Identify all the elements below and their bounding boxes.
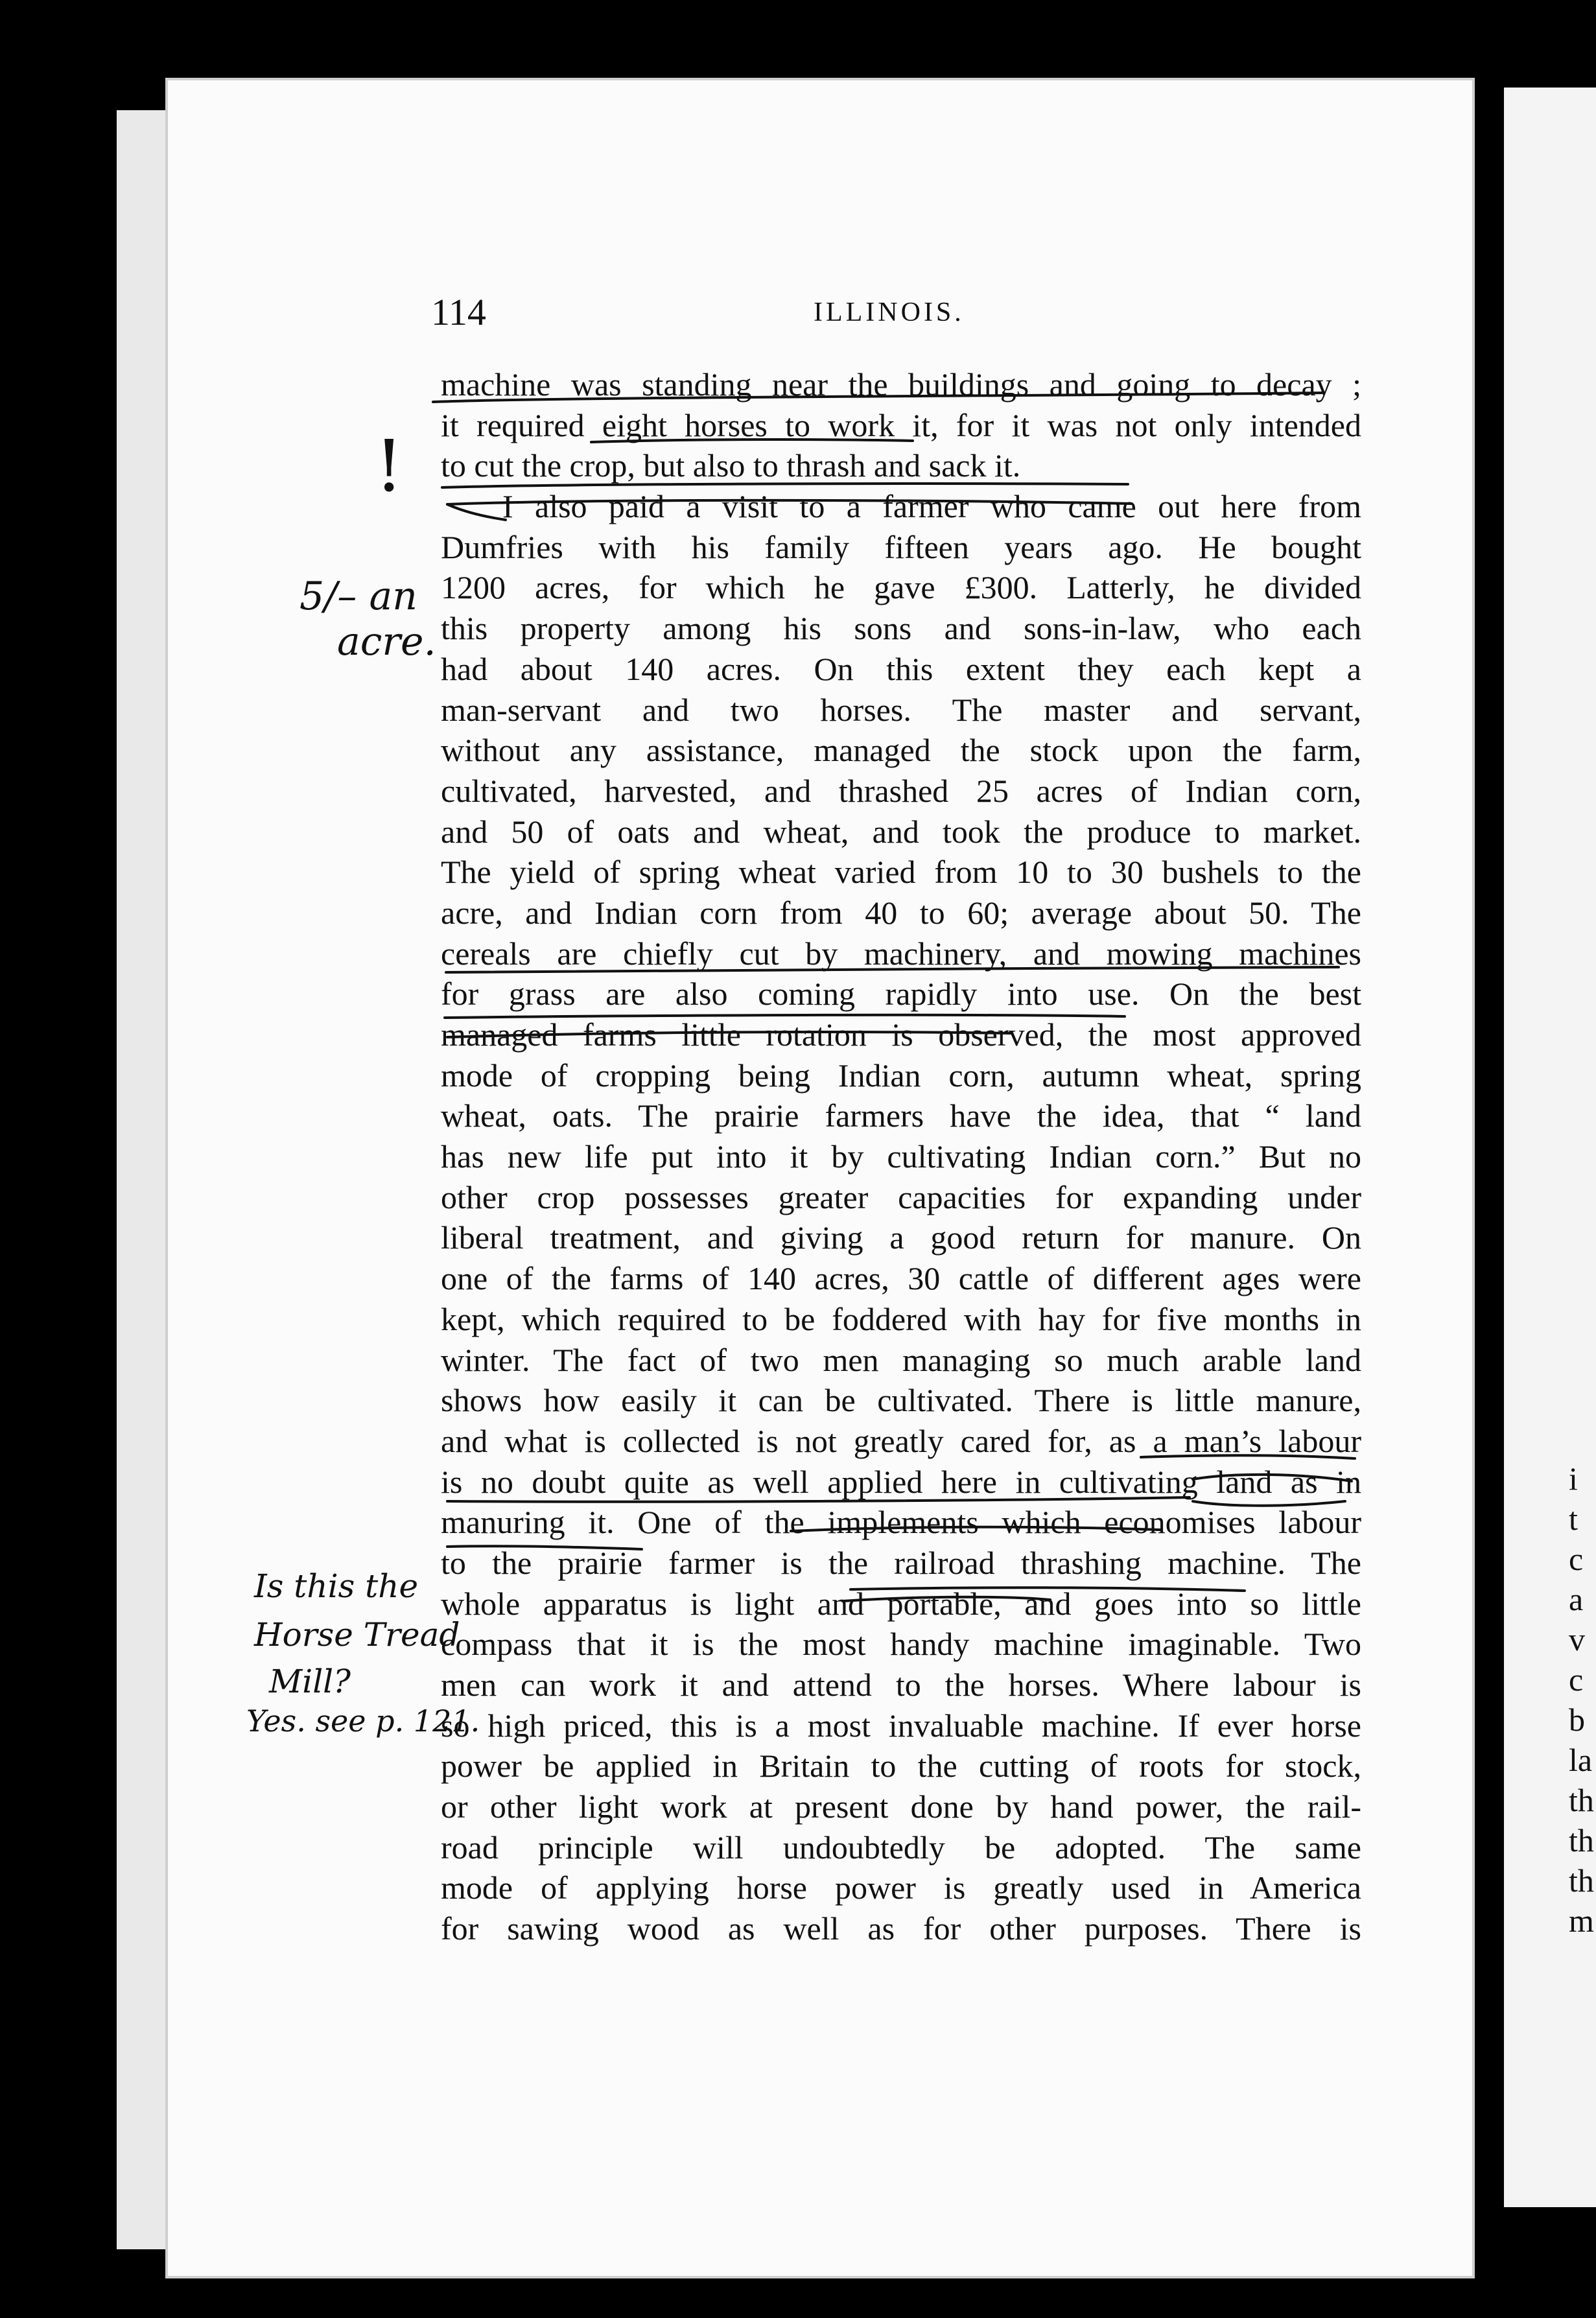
text-line: this property among his sons and sons-in-law, who each [441,610,1361,647]
underline-to-cut-crop [442,484,1128,487]
text-line: cultivated, harvested, and thrashed 25 acres of Indian corn, [441,772,1361,809]
box-land-as-in [1193,1475,1352,1481]
margin-note-price-2: acre. [337,619,436,664]
text-line: or other light work at present done by hand power, the rail- [441,1788,1361,1825]
text-line: liberal treatment, and giving a good return for manure. On [441,1219,1361,1256]
text-line: road principle will undoubtedly be adopted. The same [441,1829,1361,1866]
text-line: kept, which required to be foddered with hay for five months in [441,1300,1361,1337]
facing-page-fragment: a [1569,1581,1584,1617]
underline-for-grass [445,1015,1125,1018]
facing-page-fragment: v [1569,1621,1585,1657]
text-line: it required eight horses to work it, for it was not only intended [441,406,1361,443]
text-line: managed farms little rotation is observed, the most approved [441,1016,1361,1053]
text-line: men can work it and attend to the horses. Where labour is [441,1667,1361,1703]
underline-eight-horses [591,439,913,442]
margin-note-question-1: Is this the [254,1567,419,1605]
text-line: 1200 acres, for which he gave £300. Latterly, he divided [441,569,1361,606]
facing-page-fragment: th [1569,1782,1594,1818]
text-line: other crop possesses greater capacities for expanding under [441,1178,1361,1215]
underline-cereals [446,967,1339,972]
margin-note-price-1: 5/– an [299,574,417,619]
facing-page-fragment: m [1569,1902,1594,1939]
facing-page-fragment: c [1569,1661,1584,1698]
facing-page-fragment: c [1569,1541,1584,1577]
text-line: I also paid a visit to a farmer who came out here from [502,488,1361,525]
underline-railroad-thrashing [851,1587,1245,1591]
stroke-portable [843,1597,1050,1601]
running-head: ILLINOIS. [814,298,965,327]
text-line: power be applied in Britain to the cutting of roots for stock, [441,1748,1361,1785]
underline-manuring-it [447,1546,642,1549]
text-line: Dumfries with his family fifteen years ago. He bought [441,528,1361,565]
underline-machine-standing [433,393,1322,402]
text-line: without any assistance, managed the stock upon the farm, [441,732,1361,769]
text-line: is no doubt quite as well applied here in cultivating land as in [441,1463,1361,1500]
text-line: wheat, oats. The prairie farmers have the idea, that “ land [441,1097,1361,1134]
text-line: The yield of spring wheat varied from 10 to 30 bushels to the [441,854,1361,891]
text-line: one of the farms of 140 acres, 30 cattle of different ages were [441,1260,1361,1297]
text-line: and 50 of oats and wheat, and took the produce to market. [441,813,1361,850]
text-line: winter. The fact of two men managing so much arable land [441,1341,1361,1378]
text-line: to cut the crop, but also to thrash and sack it. [441,447,1021,484]
margin-note-answer: Yes. see p. 121. [246,1703,480,1738]
text-line: man-servant and two horses. The master and servant, [441,691,1361,728]
underline-is-no-doubt [447,1497,1190,1502]
text-line: acre, and Indian corn from 40 to 60; average about 50. The [441,894,1361,931]
pen-stroke-above-paid [447,500,1131,504]
stroke-implements [791,1527,1160,1531]
facing-page-fragment: la [1569,1742,1593,1778]
box-land-as-in-lower [1193,1501,1345,1506]
text-line: machine was standing near the buildings and going to decay ; [441,366,1361,403]
text-line: manuring it. One of the implements which economises labour [441,1504,1361,1541]
stroke-above-managed [447,1032,1011,1037]
facing-page-fragment: th [1569,1822,1594,1858]
margin-note-question-2: Horse Tread [254,1616,460,1654]
margin-note-question-3: Mill? [269,1663,351,1700]
text-line: shows how easily it can be cultivated. There is little manure, [441,1382,1361,1419]
text-line: for grass are also coming rapidly into use. On the best [441,976,1361,1013]
text-line: for sawing wood as well as for other purposes. There is [441,1910,1361,1947]
facing-page-fragment: i [1569,1460,1578,1497]
text-line: and what is collected is not greatly cared for, as a man’s labour [441,1422,1361,1459]
exclamation-mark: ! [375,425,404,508]
text-line: to the prairie farmer is the railroad thrashing machine. The [441,1544,1361,1581]
facing-page-fragment: th [1569,1862,1594,1899]
facing-page-fragment: t [1569,1501,1578,1537]
page-number: 114 [431,291,486,333]
text-line: cereals are chiefly cut by machinery, and mowing machines [441,935,1361,972]
text-line: so high priced, this is a most invaluable machine. If ever horse [441,1707,1361,1744]
text-line: mode of applying horse power is greatly used in America [441,1869,1361,1906]
facing-page-fragment: b [1569,1702,1585,1738]
text-line: compass that it is the most handy machine imaginable. Two [441,1626,1361,1663]
underline-a-mans-labour [1141,1455,1355,1458]
pen-hook-left [447,504,506,520]
text-line: had about 140 acres. On this extent they each kept a [441,650,1361,687]
text-line: whole apparatus is light and portable, and goes into so little [441,1585,1361,1622]
text-line: mode of cropping being Indian corn, autumn wheat, spring [441,1057,1361,1094]
text-line: has new life put into it by cultivating Indian corn.” But no [441,1138,1361,1175]
